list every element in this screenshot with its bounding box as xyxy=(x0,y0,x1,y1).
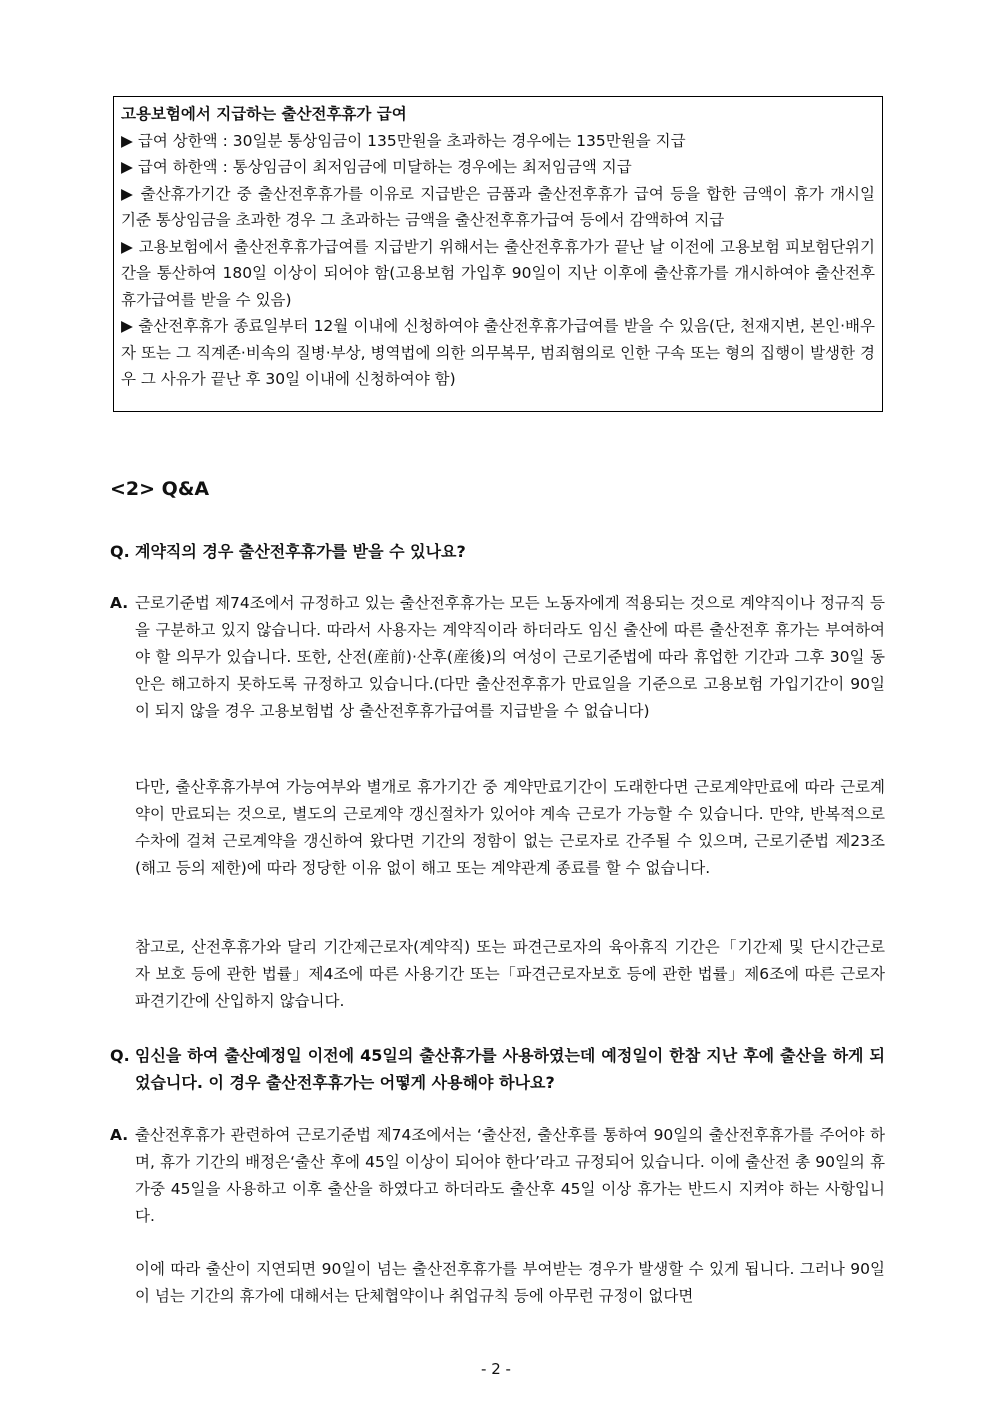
question-label: Q. xyxy=(110,542,130,561)
answer-label: A. xyxy=(110,1126,129,1144)
answer-text: 출산전후휴가 관련하여 근로기준법 제74조에서는 ‘출산전, 출산후를 통하여 90일의 출산전후휴가를 주어야 하며, 휴가 기간의 배정은‘출산 후에 45일 이상이 되어야 한다’라고 규정되어 있습니다. 이에 출산전 총 90일의 휴가중 45일을 사용하고 이후 출산을 하였다고 하더라도 출산후 45일 이상 휴가는 반드시 지켜야 하는 사항입니다. xyxy=(135,1126,885,1225)
info-item: ▶ 출산휴가기간 중 출산전후휴가를 이유로 지급받은 금품과 출산전후휴가 급여 등을 합한 금액이 휴가 개시일 기준 통상임금을 초과한 경우 그 초과하는 금액을 출산전후휴가급여 등에서 감액하여 지급 xyxy=(121,184,875,229)
question-text: 임신을 하여 출산예정일 이전에 45일의 출산휴가를 사용하였는데 예정일이 한참 지난 후에 출산을 하게 되었습니다. 이 경우 출산전후휴가는 어떻게 사용해야 하나요? xyxy=(135,1046,885,1092)
info-item: ▶ 급여 하한액 : 통상임금이 최저임금에 미달하는 경우에는 최저임금액 지급 xyxy=(121,158,632,176)
answer-1-paragraph-3: 참고로, 산전후휴가와 달리 기간제근로자(계약직) 또는 파견근로자의 육아휴직 기간은「기간제 및 단시간근로자 보호 등에 관한 법률」제4조에 따른 사용기간 또는「파견근로자보호 등에 관한 법률」제6조에 따른 근로자파견기간에 산입하지 않습니다. xyxy=(135,938,885,1010)
question-label: Q. xyxy=(110,1046,130,1065)
answer-label: A. xyxy=(110,594,129,612)
section-title: <2> Q&A xyxy=(110,478,210,500)
question-text: 계약직의 경우 출산전후휴가를 받을 수 있나요? xyxy=(135,542,466,561)
question-1 xyxy=(110,538,885,565)
page-number: - 2 - xyxy=(481,1360,511,1378)
question-2 xyxy=(110,1042,885,1096)
answer-1-paragraph-2: 다만, 출산후휴가부여 가능여부와 별개로 휴가기간 중 계약만료기간이 도래한다면 근로계약만료에 따라 근로계약이 만료되는 것으로, 별도의 근로계약 갱신절차가 있어야 계속 근로가 가능할 수 있습니다. 만약, 반복적으로 수차에 걸쳐 근로계약을 갱신하여 왔다면 기간의 정함이 없는 근로자로 간주될 수 있으며, 근로기준법 제23조(해고 등의 제한)에 따라 정당한 이유 없이 해고 또는 계약관계 종료를 할 수 없습니다. xyxy=(135,778,885,877)
info-item: ▶ 급여 상한액 : 30일분 통상임금이 135만원을 초과하는 경우에는 135만원을 지급 xyxy=(121,131,686,150)
answer-2-paragraph-2: 이에 따라 출산이 지연되면 90일이 넘는 출산전후휴가를 부여받는 경우가 발생할 수 있게 됩니다. 그러나 90일이 넘는 기간의 휴가에 대해서는 단체협약이나 취업규칙 등에 아무런 규정이 없다면 xyxy=(135,1260,885,1305)
info-item: ▶ 고용보험에서 출산전후휴가급여를 지급받기 위해서는 출산전후휴가가 끝난 날 이전에 고용보험 피보험단위기간을 통산하여 180일 이상이 되어야 함(고용보험 가입후 90일이 지난 이후에 출산휴가를 개시하여야 출산전후휴가급여를 받을 수 있음) xyxy=(121,237,875,309)
answer-2 xyxy=(110,1122,885,1230)
info-item: ▶ 출산전후휴가 종료일부터 12월 이내에 신청하여야 출산전후휴가급여를 받을 수 있음(단, 천재지변, 본인·배우자 또는 그 직계존·비속의 질병·부상, 병역법에 의한 의무복무, 범죄혐의로 인한 구속 또는 형의 집행이 발생한 경우 그 사유가 끝난 후 30일 이내에 신청하여야 함) xyxy=(121,317,875,388)
info-box xyxy=(113,96,883,412)
info-box-title: 고용보험에서 지급하는 출산전후휴가 급여 xyxy=(121,105,407,123)
answer-1 xyxy=(110,590,885,725)
answer-text: 근로기준법 제74조에서 규정하고 있는 출산전후휴가는 모든 노동자에게 적용되는 것으로 계약직이나 정규직 등을 구분하고 있지 않습니다. 따라서 사용자는 계약직이라 하더라도 임신 출산에 따른 출산전후 휴가는 부여하여야 할 의무가 있습니다. 또한, 산전(産前)·산후(産後)의 여성이 근로기준법에 따라 휴업한 기간과 그후 30일 동안은 해고하지 못하도록 규정하고 있습니다.(다만 출산전후휴가 만료일을 기준으로 고용보험 가입기간이 90일이 되지 않을 경우 고용보험법 상 출산전후휴가급여를 지급받을 수 없습니다) xyxy=(135,594,885,720)
